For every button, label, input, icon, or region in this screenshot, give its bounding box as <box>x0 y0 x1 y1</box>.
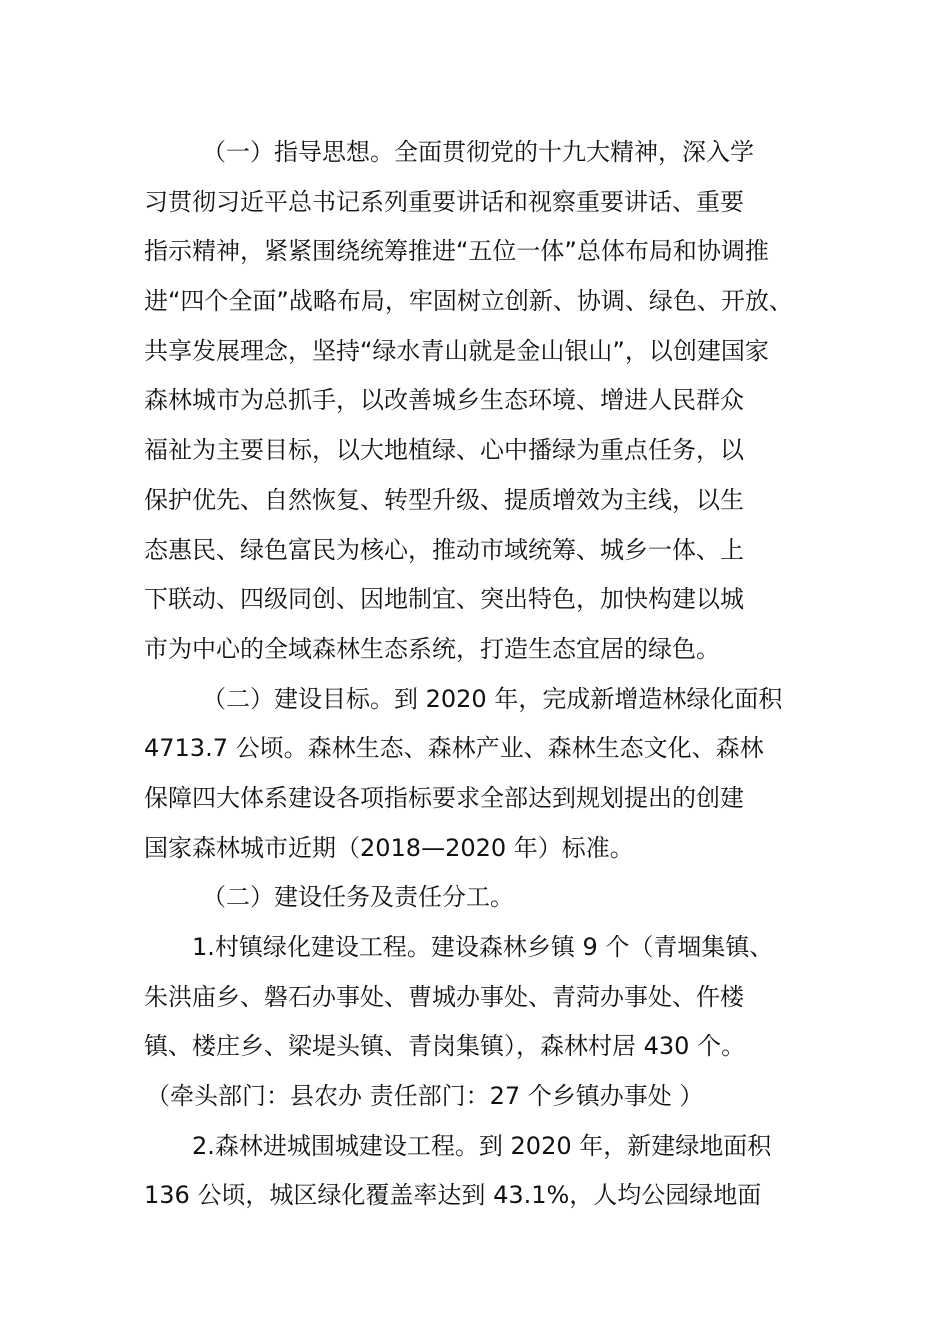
paragraph-guiding-ideology-line-6: 森林城市为总抓手，以改善城乡生态环境、增进人民群众 <box>144 386 744 415</box>
paragraph-guiding-ideology-line-9: 态惠民、绿色富民为核心，推动市域统筹、城乡一体、上 <box>144 535 744 564</box>
paragraph-guiding-ideology-line-2: 习贯彻习近平总书记系列重要讲话和视察重要讲话、重要 <box>144 187 744 216</box>
paragraph-guiding-ideology-line-7: 福祉为主要目标，以大地植绿、心中播绿为重点任务，以 <box>144 436 744 465</box>
paragraph-guiding-ideology-line-1: （一）指导思想。全面贯彻党的十九大精神，深入学 <box>202 138 754 166</box>
paragraph-construction-goal-line-2: 4713.7 公顷。森林生态、森林产业、森林生态文化、森林 <box>144 734 764 763</box>
paragraph-village-greening-line-3: 镇、楼庄乡、梁堤头镇、青岗集镇），森林村居 430 个。 <box>144 1032 746 1061</box>
paragraph-village-greening-line-1: 1.村镇绿化建设工程。建设森林乡镇 9 个（青堌集镇、 <box>192 933 774 961</box>
paragraph-forest-city-line-1: 2.森林进城围城建设工程。到 2020 年，新建绿地面积 <box>192 1131 772 1160</box>
document-body <box>144 128 824 1221</box>
paragraph-construction-goal-line-3: 保障四大体系建设各项指标要求全部达到规划提出的创建 <box>144 783 744 812</box>
paragraph-guiding-ideology-line-10: 下联动、四级同创、因地制宜、突出特色，加快构建以城 <box>144 585 744 614</box>
paragraph-construction-goal-line-1: （二）建设目标。到 2020 年，完成新增造林绿化面积 <box>202 684 783 713</box>
paragraph-guiding-ideology-line-4: 进“四个全面”战略布局，牢固树立创新、协调、绿色、开放、 <box>144 287 793 316</box>
paragraph-guiding-ideology-line-3: 指示精神，紧紧围绕统筹推进“五位一体”总体布局和协调推 <box>144 237 769 266</box>
paragraph-village-greening-line-4: （牵头部门：县农办 责任部门：27 个乡镇办事处 ） <box>146 1082 704 1111</box>
paragraph-village-greening-line-2: 朱洪庙乡、磐石办事处、曹城办事处、青菏办事处、仵楼 <box>144 982 744 1011</box>
paragraph-forest-city-line-2: 136 公顷，城区绿化覆盖率达到 43.1%，人均公园绿地面 <box>144 1181 762 1210</box>
paragraph-guiding-ideology-line-8: 保护优先、自然恢复、转型升级、提质增效为主线，以生 <box>144 485 744 514</box>
paragraph-guiding-ideology-line-5: 共享发展理念，坚持“绿水青山就是金山银山”，以创建国家 <box>144 336 769 365</box>
section-heading-tasks: （二）建设任务及责任分工。 <box>202 883 514 912</box>
paragraph-guiding-ideology-line-11: 市为中心的全域森林生态系统，打造生态宜居的绿色。 <box>144 634 720 663</box>
paragraph-construction-goal-line-4: 国家森林城市近期（2018—2020 年）标准。 <box>144 833 634 862</box>
